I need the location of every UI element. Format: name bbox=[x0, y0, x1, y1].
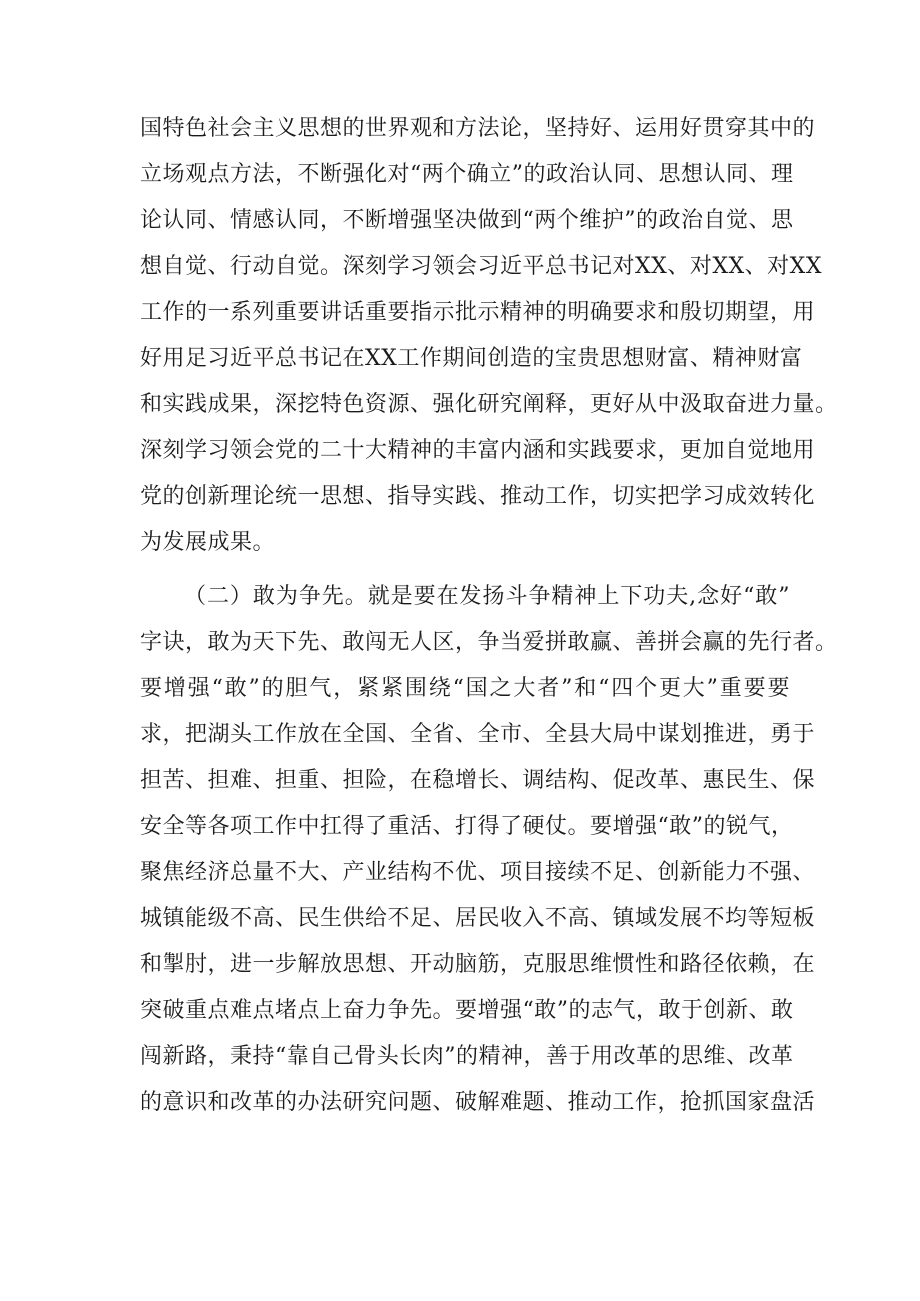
text-line-indented: （二）敢为争先。就是要在发扬斗争精神上下功夫,念好“敢” bbox=[184, 584, 790, 609]
text-line: 求，把湖头工作放在全国、全省、全市、全县大局中谋划推进，勇于 bbox=[140, 722, 816, 747]
text-line: 国特色社会主义思想的世界观和方法论，坚持好、运用好贯穿其中的 bbox=[140, 116, 816, 141]
text-line: 字诀，敢为天下先、敢闯无人区，争当爱拼敢赢、善拼会赢的先行者。 bbox=[140, 630, 838, 655]
text-line: 突破重点难点堵点上奋力争先。要增强“敢”的志气，敢于创新、敢 bbox=[140, 998, 794, 1023]
text-line: 党的创新理论统一思想、指导实践、推动工作，切实把学习成效转化 bbox=[140, 484, 816, 509]
text-line: 和掣肘，进一步解放思想、开动脑筋，克服思维惯性和路径依赖，在 bbox=[140, 952, 816, 977]
text-line: 为发展成果。 bbox=[140, 530, 276, 555]
text-line: 想自觉、行动自觉。深刻学习领会习近平总书记对XX、对XX、对XX bbox=[140, 254, 822, 279]
text-line: 闯新路，秉持“靠自己骨头长肉”的精神，善于用改革的思维、改革 bbox=[140, 1044, 794, 1069]
text-line: 的意识和改革的办法研究问题、破解难题、推动工作，抢抓国家盘活 bbox=[140, 1090, 816, 1115]
paragraph-1 bbox=[140, 106, 838, 566]
text-line: 要增强“敢”的胆气，紧紧围绕“国之大者”和“四个更大”重要要 bbox=[140, 676, 790, 701]
paragraph-2 bbox=[140, 574, 838, 1126]
text-line: 工作的一系列重要讲话重要指示批示精神的明确要求和殷切期望，用 bbox=[140, 300, 816, 325]
text-line: 安全等各项工作中扛得了重活、打得了硬仗。要增强“敢”的锐气， bbox=[140, 814, 794, 839]
text-line: 好用足习近平总书记在XX工作期间创造的宝贵思想财富、精神财富 bbox=[140, 346, 803, 371]
text-line: 深刻学习领会党的二十大精神的丰富内涵和实践要求，更加自觉地用 bbox=[140, 438, 816, 463]
text-line: 和实践成果，深挖特色资源、强化研究阐释，更好从中汲取奋进力量。 bbox=[140, 392, 838, 417]
text-line: 聚焦经济总量不大、产业结构不优、项目接续不足、创新能力不强、 bbox=[140, 860, 816, 885]
text-line: 立场观点方法，不断强化对“两个确立”的政治认同、思想认同、理 bbox=[140, 162, 794, 187]
text-line: 担苦、担难、担重、担险，在稳增长、调结构、促改革、惠民生、保 bbox=[140, 768, 816, 793]
text-line: 论认同、情感认同，不断增强坚决做到“两个维护”的政治自觉、思 bbox=[140, 208, 794, 233]
text-line: 城镇能级不高、民生供给不足、居民收入不高、镇域发展不均等短板 bbox=[140, 906, 816, 931]
